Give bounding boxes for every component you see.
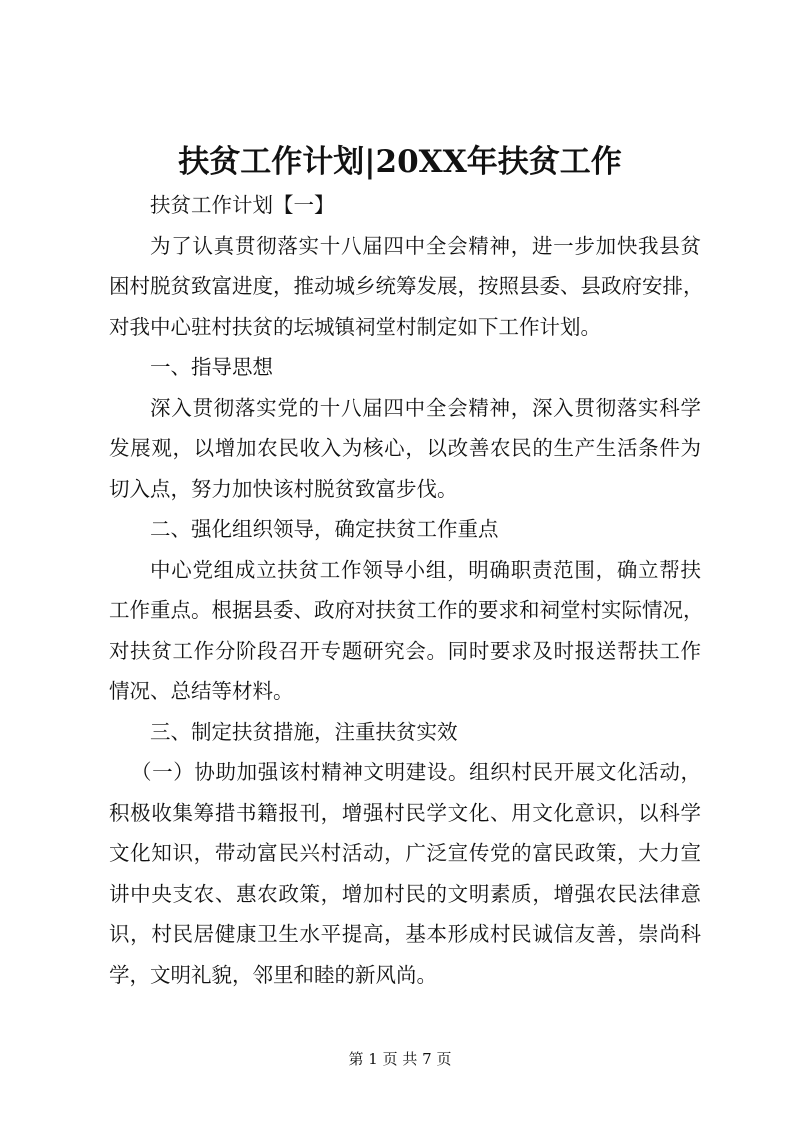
page-number-footer: 第 1 页 共 7 页 xyxy=(348,1050,452,1068)
section-heading-measures: 三、制定扶贫措施，注重扶贫实效 xyxy=(150,719,458,744)
paragraph-line: 切入点，努力加快该村脱贫致富步伐。 xyxy=(109,476,458,501)
paragraph-line: （一）协助加强该村精神文明建设。组织村民开展文化活动， xyxy=(131,760,701,784)
paragraph-line: 工作重点。根据县委、政府对扶贫工作的要求和祠堂村实际情况， xyxy=(109,598,704,622)
section-heading-plan-one: 扶贫工作计划【一】 xyxy=(150,193,335,217)
paragraph-line: 发展观，以增加农民收入为核心，以改善农民的生产生活条件为 xyxy=(109,436,701,460)
document-body xyxy=(109,185,704,995)
paragraph-line: 情况、总结等材料。 xyxy=(109,679,294,703)
section-heading-guiding-ideology: 一、指导思想 xyxy=(150,355,273,379)
paragraph-line: 文化知识，带动富民兴村活动，广泛宣传党的富民政策，大力宣 xyxy=(109,841,701,865)
paragraph-line: 对我中心驻村扶贫的坛城镇祠堂村制定如下工作计划。 xyxy=(109,314,601,339)
section-heading-organization: 二、强化组织领导，确定扶贫工作重点 xyxy=(150,517,499,541)
paragraph-line: 为了认真贯彻落实十八届四中全会精神，进一步加快我县贫 xyxy=(150,233,701,258)
paragraph-line: 学，文明礼貌，邻里和睦的新风尚。 xyxy=(109,962,437,987)
paragraph-line: 积极收集筹措书籍报刊，增强村民学文化、用文化意识，以科学 xyxy=(109,800,701,825)
paragraph-line: 中心党组成立扶贫工作领导小组，明确职责范围，确立帮扶 xyxy=(150,557,701,582)
paragraph-line: 讲中央支农、惠农政策，增加村民的文明素质，增强农民法律意 xyxy=(109,881,701,906)
paragraph-line: 识，村民居健康卫生水平提高，基本形成村民诚信友善，崇尚科 xyxy=(109,922,701,946)
paragraph-line: 困村脱贫致富进度，推动城乡统筹发展，按照县委、县政府安排， xyxy=(109,274,704,298)
paragraph-line: 深入贯彻落实党的十八届四中全会精神，深入贯彻落实科学 xyxy=(150,395,701,420)
paragraph-line: 对扶贫工作分阶段召开专题研究会。同时要求及时报送帮扶工作 xyxy=(109,638,701,663)
document-title: 扶贫工作计划|20XX年扶贫工作 xyxy=(178,144,622,180)
